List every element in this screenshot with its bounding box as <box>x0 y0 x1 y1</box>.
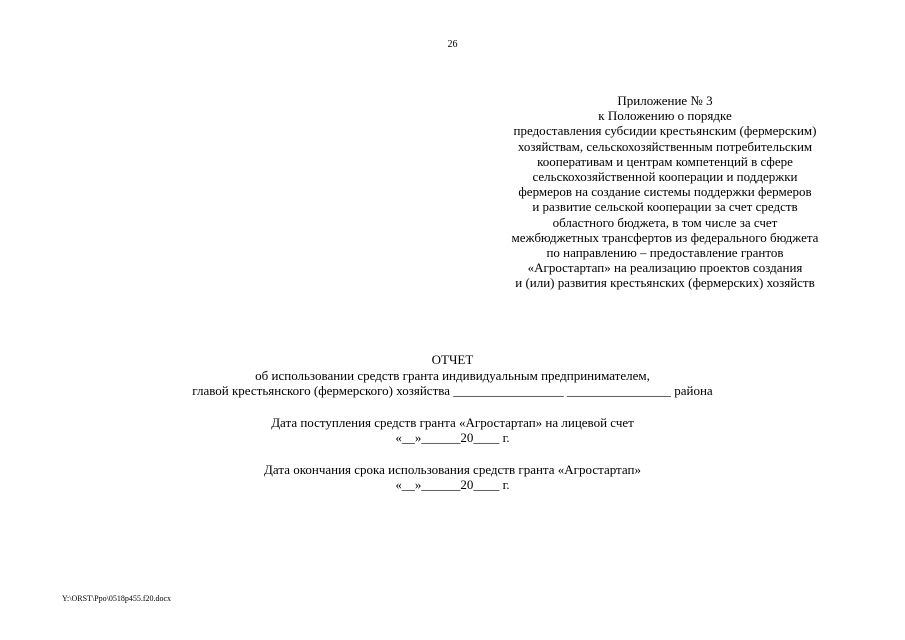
footer-file-path: Y:\ORST\Ppo\0518p455.f20.docx <box>62 594 172 603</box>
appendix-line: кооперативам и центрам компетенций в сфере <box>537 153 793 169</box>
report-subtitle-line-2: главой крестьянского (фермерского) хозяйства _________________ ________________ района <box>192 383 713 398</box>
appendix-line: сельскохозяйственной кооперации и поддержки <box>532 169 798 185</box>
appendix-line: хозяйствам, сельскохозяйственным потребительским <box>517 138 813 154</box>
report-title: ОТЧЕТ <box>431 352 474 367</box>
appendix-line: по направлению – предоставление грантов <box>546 245 784 261</box>
appendix-line: межбюджетных трансфертов из федерального бюджета <box>511 229 819 245</box>
receipt-date-field: «__»______20____ г. <box>395 430 510 445</box>
report-subtitle-line-1: об использовании средств гранта индивидуальным предпринимателем, <box>255 367 650 383</box>
end-date-field: «__»______20____ г. <box>395 477 510 492</box>
appendix-line: «Агростартап» на реализацию проектов создания <box>527 260 803 276</box>
appendix-line: к Положению о порядке <box>598 108 732 124</box>
appendix-line: и развитие сельской кооперации за счет средств <box>532 199 798 215</box>
appendix-line: и (или) развития крестьянских (фермерских) хозяйств <box>515 275 815 291</box>
appendix-block <box>470 93 860 291</box>
spacer <box>0 399 905 415</box>
page-number: 26 <box>447 39 458 50</box>
receipt-date-label: Дата поступления средств гранта «Агростартап» на лицевой счет <box>271 414 634 430</box>
appendix-line: областного бюджета, в том числе за счет <box>552 214 778 230</box>
appendix-line: Приложение № 3 <box>617 93 713 108</box>
appendix-line: предоставления субсидии крестьянским (фермерским) <box>513 123 817 139</box>
report-block <box>0 352 905 493</box>
appendix-line: фермеров на создание системы поддержки фермеров <box>518 184 812 200</box>
end-date-label: Дата окончания срока использования средств гранта «Агростартап» <box>264 461 641 477</box>
spacer <box>0 446 905 462</box>
